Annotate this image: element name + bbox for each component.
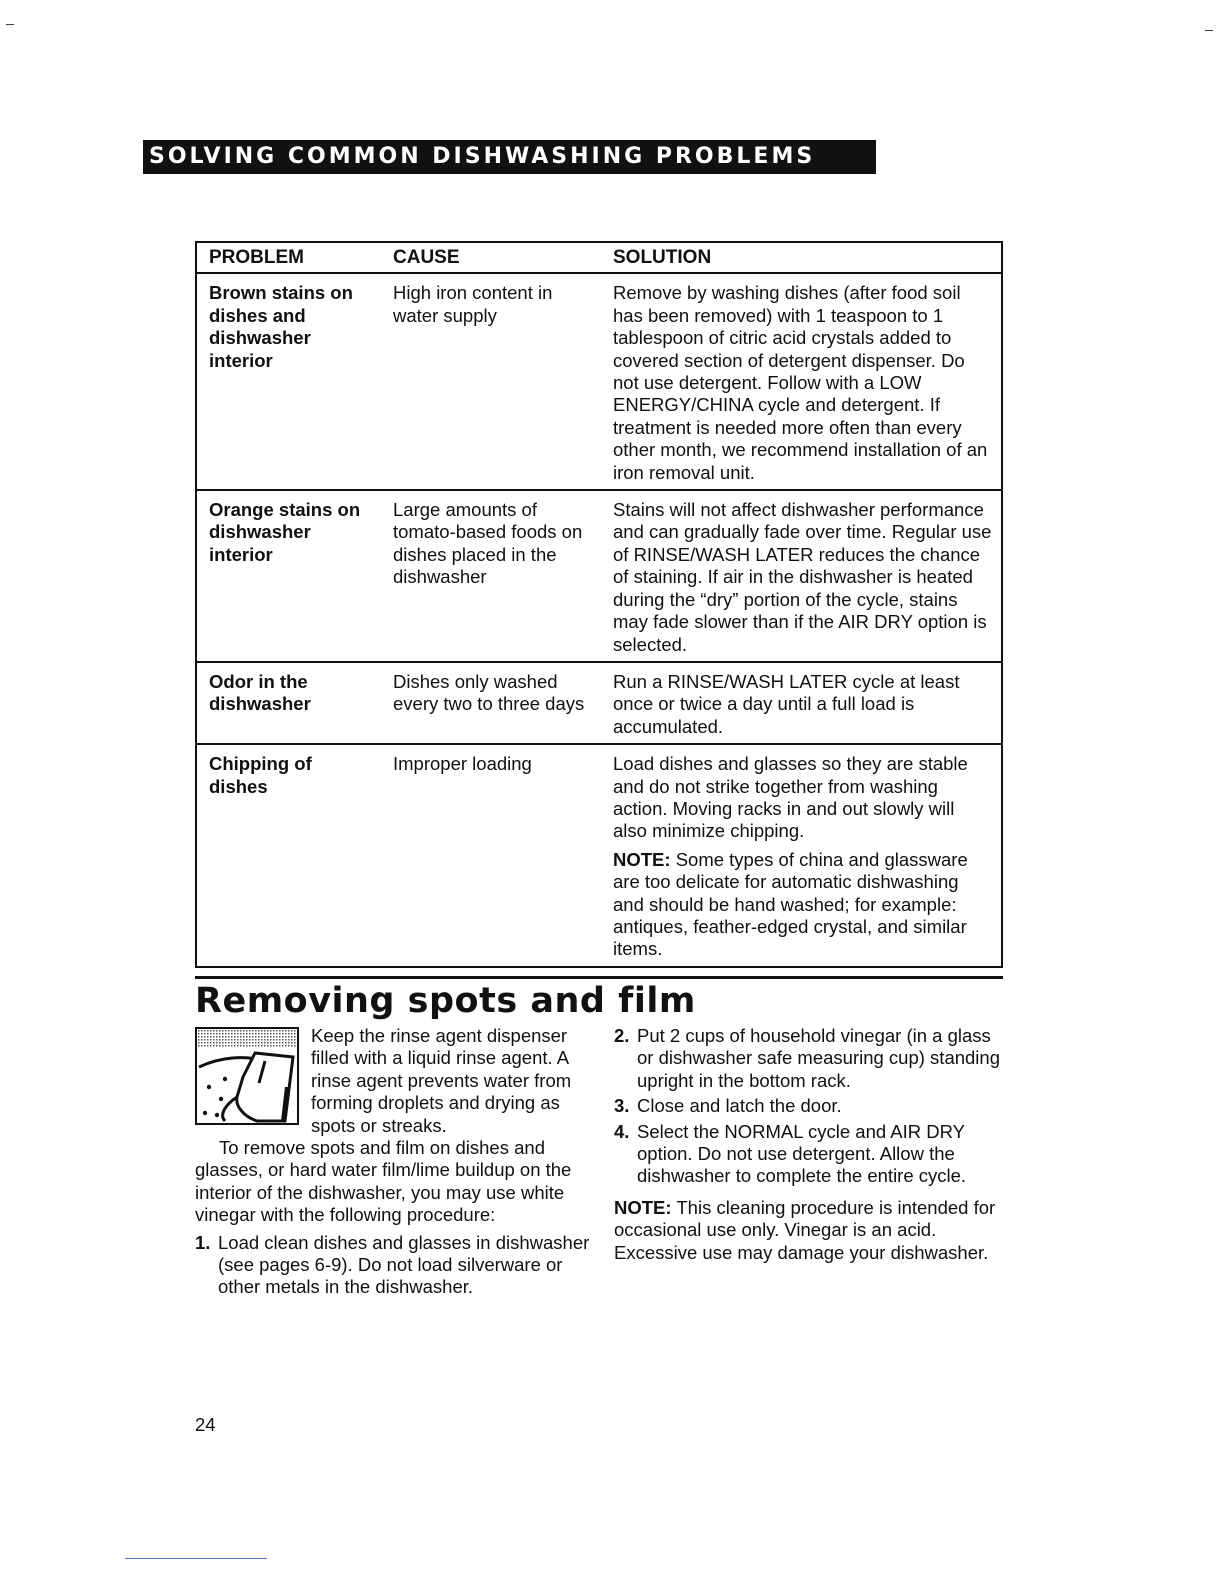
left-column — [195, 1025, 590, 1299]
steps-list-left — [195, 1232, 590, 1299]
cause-cell: Dishes only washed every two to three days — [381, 662, 601, 744]
step-number: 2. — [614, 1025, 630, 1046]
step-text: Select the NORMAL cycle and AIR DRY option. Do not use detergent. Allow the dishwasher to complete the entire cycle. — [637, 1120, 967, 1187]
table-row — [196, 490, 1002, 662]
step-number: 4. — [614, 1120, 630, 1142]
problem-cell: Chipping of dishes — [209, 753, 312, 797]
step-text: Close and latch the door. — [637, 1095, 842, 1117]
note-text: Some types of china and glassware are too delicate for automatic dishwashing and should be hand washed; for example: antiques, feather-edged crystal, and similar items. — [613, 848, 968, 960]
problem-cell: Odor in the dishwasher — [196, 662, 381, 744]
table-row — [196, 273, 1002, 490]
header-solution: SOLUTION — [601, 242, 1002, 273]
rinse-agent-dispenser-icon — [195, 1027, 299, 1125]
note-label: NOTE: — [613, 848, 671, 870]
list-item — [614, 1121, 1004, 1188]
problem-cell: Orange stains on dishwasher interior — [196, 490, 381, 662]
step-text: Load clean dishes and glasses in dishwasher (see pages 6-9). Do not load silverware or other metals in the dishwasher. — [218, 1231, 590, 1298]
note-text: This cleaning procedure is intended for occasional use only. Vinegar is an acid. Excessive use may damage your dishwasher. — [614, 1196, 996, 1263]
step-number: 3. — [614, 1095, 630, 1117]
table-header-row — [196, 242, 1002, 273]
section-banner: SOLVING COMMON DISHWASHING PROBLEMS — [143, 140, 876, 174]
step-text: Put 2 cups of household vinegar (in a glass or dishwasher safe measuring cup) standing upright in the bottom rack. — [637, 1025, 1000, 1091]
problems-table — [195, 241, 1003, 968]
page-number: 24 — [195, 1414, 216, 1435]
table-row — [196, 744, 1002, 967]
scan-mark — [6, 24, 14, 25]
cause-cell: High iron content in water supply — [381, 273, 601, 490]
header-cause: CAUSE — [381, 242, 601, 273]
note-label: NOTE: — [614, 1196, 672, 1218]
table-row — [196, 662, 1002, 744]
scan-mark — [1205, 30, 1213, 31]
section-title: Removing spots and film — [195, 981, 696, 1021]
cleaning-note — [614, 1197, 1004, 1264]
footer-line — [125, 1558, 267, 1559]
solution-text: Load dishes and glasses so they are stable and do not strike together from washing action. Moving racks in and out slowly will also minimize chipping. — [613, 753, 968, 842]
list-item — [614, 1025, 1004, 1092]
list-item — [195, 1232, 590, 1299]
intro-paragraph: Keep the rinse agent dispenser filled with a liquid rinse agent. A rinse agent prevents water from forming droplets and drying as spots or streaks. — [311, 1025, 572, 1136]
procedure-paragraph: To remove spots and film on dishes and glasses, or hard water film/lime buildup on the interior of the dishwasher, you may use white vinegar with the following procedure: — [195, 1137, 572, 1226]
solution-note — [613, 849, 993, 961]
solution-cell: Remove by washing dishes (after food soil has been removed) with 1 teaspoon to 1 tablespoon of citric acid crystals added to covered section of detergent dispenser. Do not use detergent. Follow with a LOW ENERGY/CHINA cycle and detergent. If treatment is needed more often than every other month, we recommend installation of an iron removal unit. — [601, 273, 1002, 490]
header-problem: PROBLEM — [196, 242, 381, 273]
solution-cell — [601, 744, 1002, 967]
solution-cell: Stains will not affect dishwasher performance and can gradually fade over time. Regular use of RINSE/WASH LATER reduces the chance of staining. If air in the dishwasher is heated during the “dry” portion of the cycle, stains may fade slower than if the AIR DRY option is selected. — [601, 490, 1002, 662]
steps-list-right — [614, 1025, 1004, 1188]
list-item — [614, 1095, 1004, 1117]
section-divider — [195, 976, 1003, 979]
step-number: 1. — [195, 1231, 211, 1253]
right-column — [614, 1025, 1004, 1264]
problem-cell: Brown stains on dishes and dishwasher interior — [196, 273, 381, 490]
solution-cell: Run a RINSE/WASH LATER cycle at least once or twice a day until a full load is accumulated. — [601, 662, 1002, 744]
cause-cell: Improper loading — [393, 753, 532, 775]
cause-cell: Large amounts of tomato-based foods on dishes placed in the dishwasher — [381, 490, 601, 662]
